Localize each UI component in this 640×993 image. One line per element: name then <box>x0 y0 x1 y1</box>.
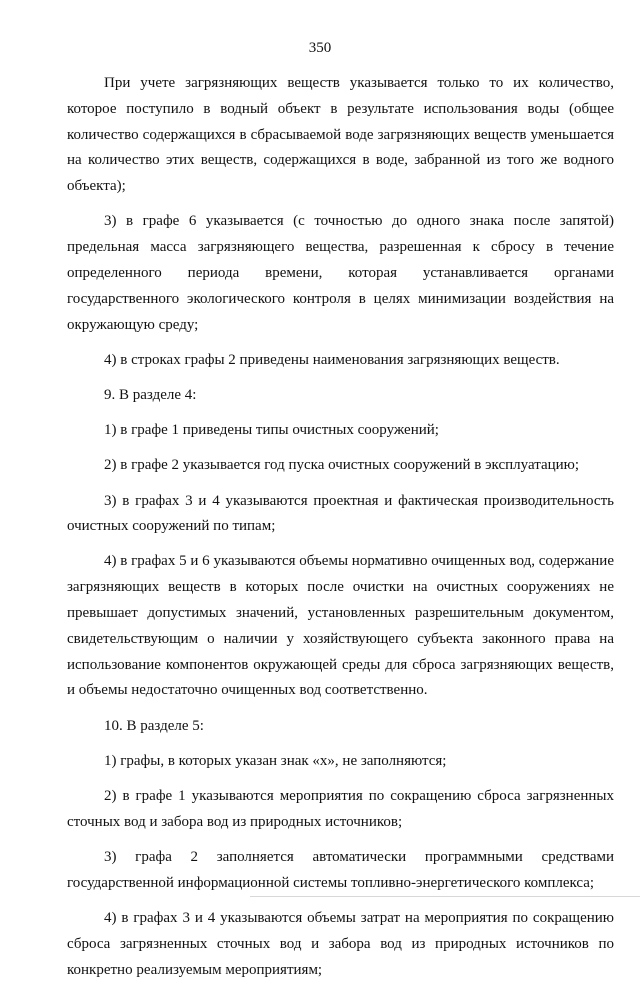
paragraph-pollutant-accounting: При учете загрязняющих веществ указывается только то их количество, которое поступило в водный объект в результате использования воды (общее количество содержащихся в сбрасываемой воде загрязняющих веществ уменьшается на количество этих веществ, содержащихся в воде, забранной из того же водного объекта); <box>67 75 614 195</box>
paragraph-column-6: 3) в графе 6 указывается (с точностью до одного знака после запятой) предельная масса загрязняющего вещества, разрешенная к сбросу в течение определенного периода времени, которая устанавливается органами государственного экологического контроля в целях минимизации воздействия на окружающую среду; <box>67 213 614 333</box>
page-number: 350 <box>308 40 332 56</box>
paragraph-section-4-item-4: 4) в графах 5 и 6 указываются объемы нормативно очищенных вод, содержание загрязняющих веществ в которых после очистки на очистных сооружениях не превышает допустимых значений, установленных разрешительным документом, свидетельствующим о наличии у хозяйствующего субъекта законного права на использование компонентов окружающей среды для сброса загрязняющих веществ, и объемы недостаточно очищенных вод соответственно. <box>67 553 614 699</box>
document-body <box>67 71 614 993</box>
scan-edge-line <box>250 896 640 897</box>
paragraph-section-4-item-3: 3) в графах 3 и 4 указываются проектная и фактическая производительность очистных сооружений по типам; <box>67 492 614 535</box>
paragraph-section-5-item-1: 1) графы, в которых указан знак «х», не заполняются; <box>104 752 447 769</box>
paragraph-section-5-item-4: 4) в графах 3 и 4 указываются объемы затрат на мероприятия по сокращению сброса загрязненных сточных вод и забора вод из природных источников по конкретно реализуемым мероприятиям; <box>67 910 614 978</box>
paragraph-section-4-item-1: 1) в графе 1 приведены типы очистных сооружений; <box>104 422 439 439</box>
paragraph-section-5-item-2: 2) в графе 1 указываются мероприятия по сокращению сброса загрязненных сточных вод и забора вод из природных источников; <box>67 788 614 830</box>
paragraph-section-5-heading: 10. В разделе 5: <box>104 717 204 734</box>
paragraph-section-5-item-3: 3) графа 2 заполняется автоматически программными средствами государственной информационной системы топливно-энергетического комплекса; <box>67 849 614 891</box>
paragraph-column-2-rows: 4) в строках графы 2 приведены наименования загрязняющих веществ. <box>104 351 560 368</box>
paragraph-section-4-item-2: 2) в графе 2 указывается год пуска очистных сооружений в эксплуатацию; <box>104 457 580 474</box>
paragraph-section-4-heading: 9. В разделе 4: <box>104 386 197 403</box>
